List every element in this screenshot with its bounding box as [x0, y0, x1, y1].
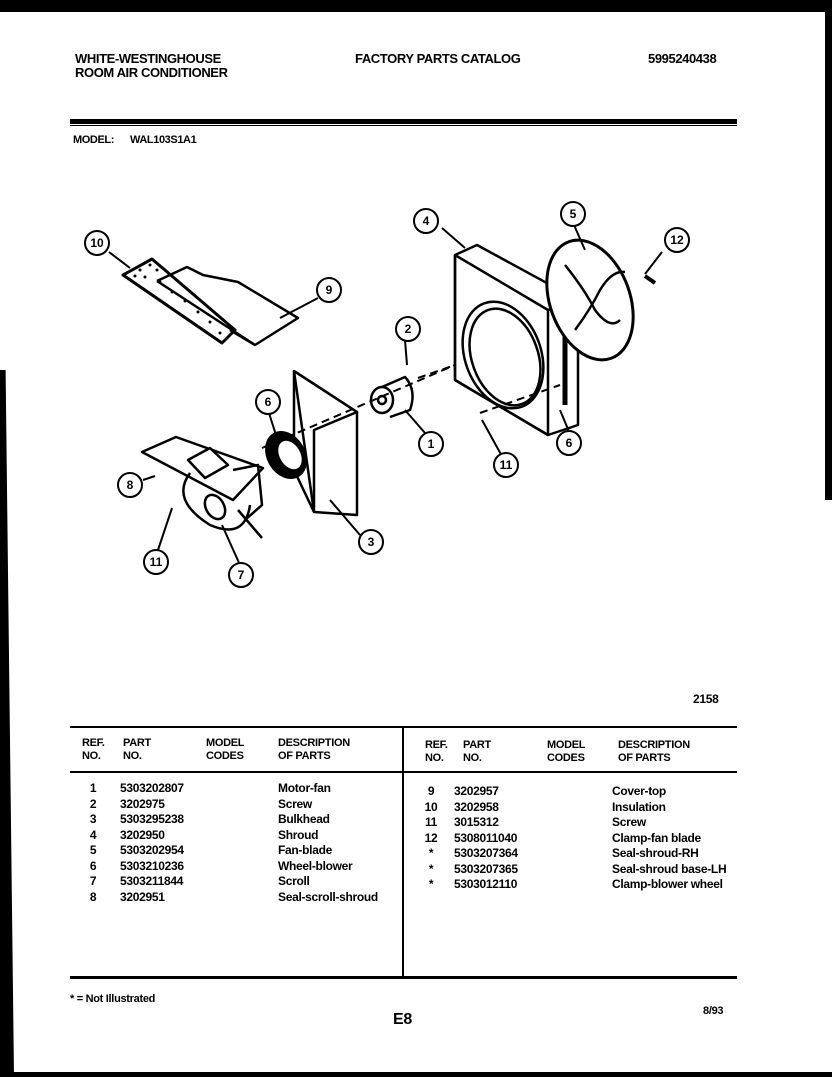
catalog-title: FACTORY PARTS CATALOG — [355, 51, 521, 66]
callout-6: 6 — [255, 389, 281, 415]
table-row: 10 3202958 Insulation — [424, 799, 666, 814]
callout-9: 9 — [316, 277, 342, 303]
col-part-right: PART NO. — [463, 739, 491, 764]
callout-11-shroud: 11 — [493, 452, 519, 478]
callout-7: 7 — [228, 562, 254, 588]
callout-10: 10 — [84, 230, 110, 256]
callout-12: 12 — [664, 227, 690, 253]
table-bottom-rule — [70, 976, 737, 979]
parts-list-right — [418, 784, 727, 893]
col-desc-left: DESCRIPTION OF PARTS — [278, 737, 350, 762]
col-ref-left: REF. NO. — [82, 737, 105, 762]
footnote-not-illustrated: * = Not Illustrated — [70, 993, 156, 1005]
table-column-divider — [402, 726, 404, 978]
table-row: 9 3202957 Cover-top — [427, 784, 666, 798]
model-value: WAL103S1A1 — [130, 134, 197, 146]
table-row: 12 5308011040 Clamp-fan blade — [424, 830, 701, 845]
col-model-left: MODEL CODES — [206, 737, 245, 762]
table-row: * 5303012110 Clamp-blower wheel — [428, 877, 723, 891]
catalog-number: 5995240438 — [648, 51, 717, 66]
table-row: 2 3202975 Screw — [89, 796, 312, 811]
brand-name: WHITE-WESTINGHOUSE — [75, 51, 221, 66]
callout-8: 8 — [117, 472, 143, 498]
callout-2: 2 — [395, 316, 421, 342]
callout-11-scroll: 11 — [143, 549, 169, 575]
table-row: 4 3202950 Shroud — [89, 827, 319, 842]
callout-4: 4 — [413, 208, 439, 234]
scan-edge-bottom — [0, 1072, 832, 1077]
callout-1: 1 — [418, 431, 444, 457]
table-row: 5 5303202954 Fan-blade — [89, 843, 332, 857]
model-label: MODEL: — [73, 134, 114, 146]
page-number: E8 — [393, 1011, 412, 1028]
callout-6-shroud: 6 — [556, 430, 582, 456]
figure-number: 2158 — [693, 692, 719, 706]
col-ref-right: REF. NO. — [425, 739, 448, 764]
table-row: 6 5303210236 Wheel-blower — [89, 858, 353, 873]
table-row: * 5303207364 Seal-shroud-RH — [428, 846, 699, 860]
product-type: ROOM AIR CONDITIONER — [75, 65, 228, 80]
callout-5: 5 — [560, 201, 586, 227]
table-row: 11 3015312 Screw — [424, 815, 646, 829]
col-part-left: PART NO. — [123, 737, 151, 762]
table-row: 1 5303202807 Motor-fan — [89, 781, 331, 795]
callout-3: 3 — [358, 529, 384, 555]
col-model-right: MODEL CODES — [547, 739, 586, 764]
revision-date: 8/93 — [703, 1005, 724, 1017]
table-row: 8 3202951 Seal-scroll-shroud — [89, 889, 378, 904]
table-row: * 5303207365 Seal-shroud base-LH — [428, 861, 727, 876]
table-row: 3 5303295238 Bulkhead — [89, 812, 330, 826]
col-desc-right: DESCRIPTION OF PARTS — [618, 739, 690, 764]
parts-list-left — [80, 781, 378, 905]
table-row: 7 5303211844 Scroll — [89, 874, 310, 888]
